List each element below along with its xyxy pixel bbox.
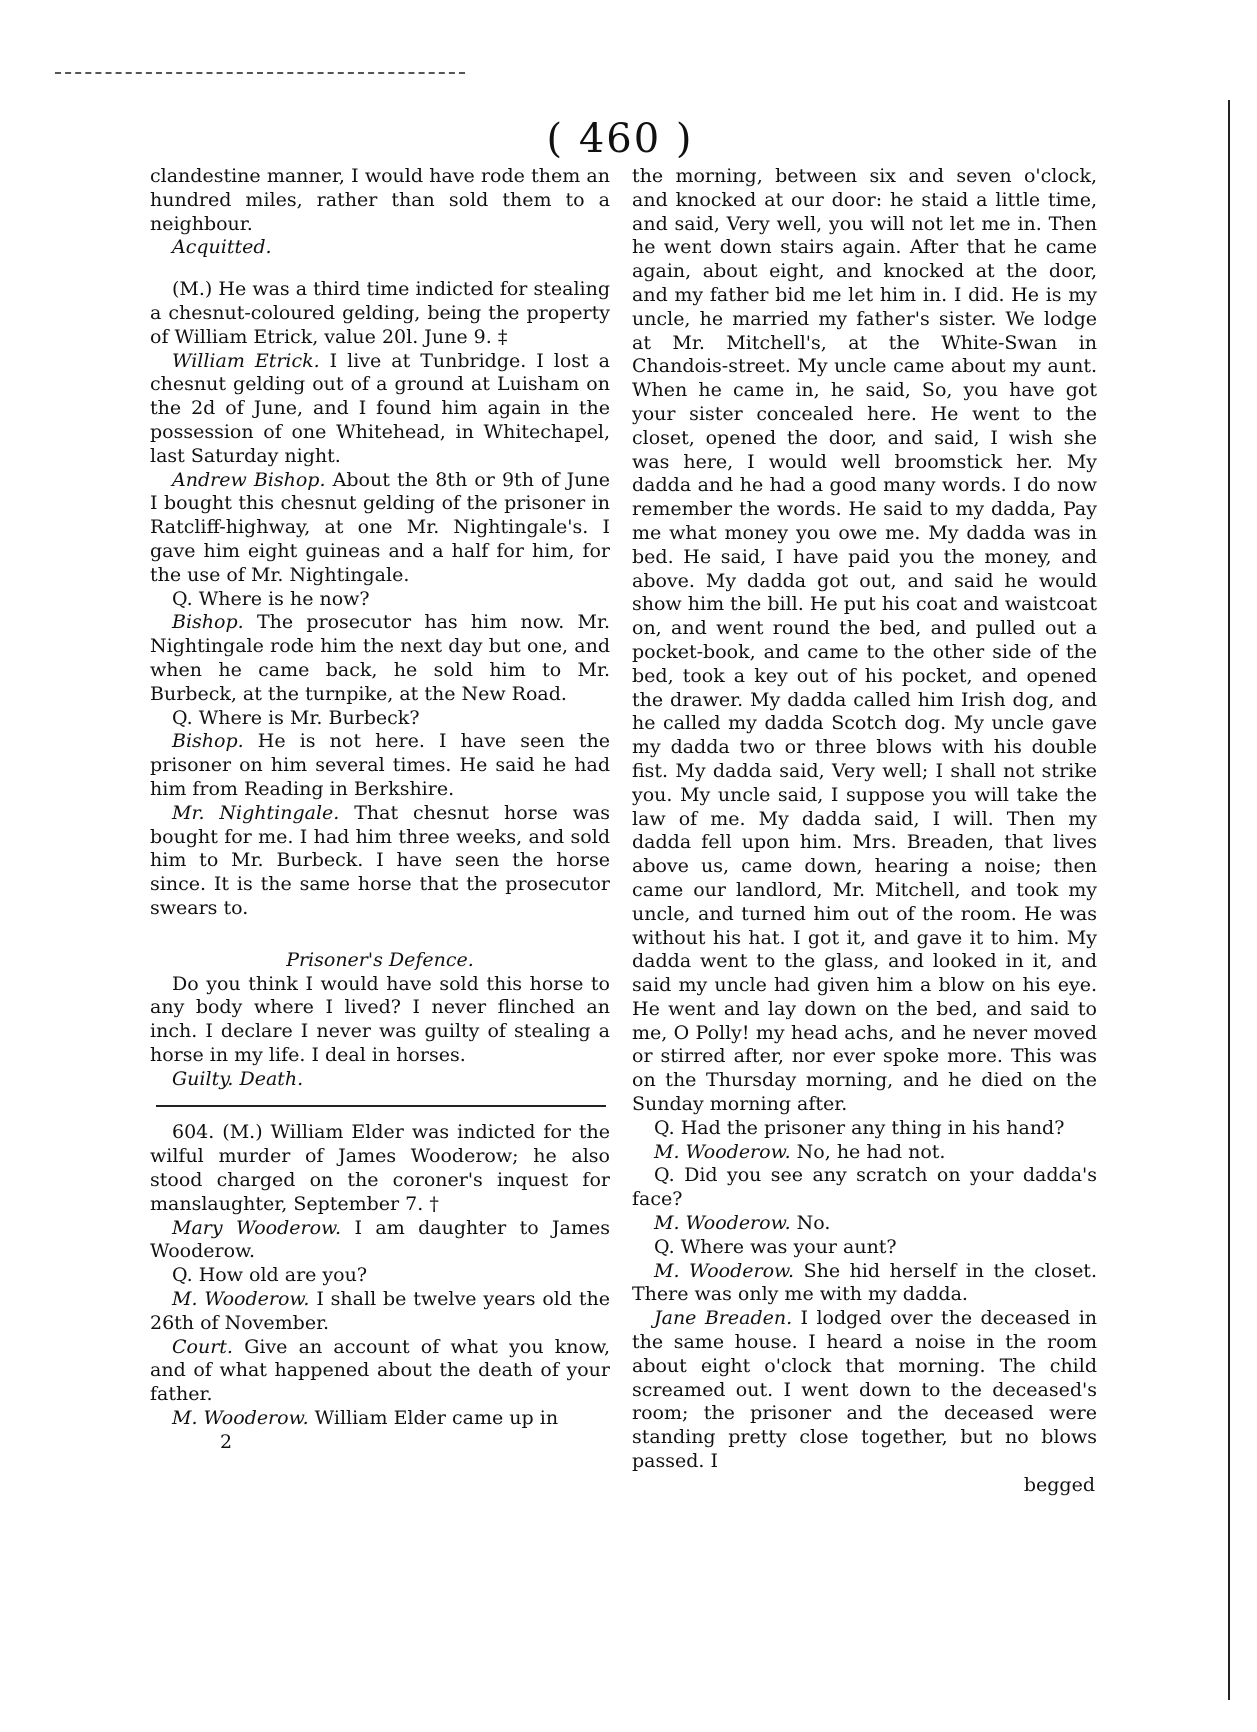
speaker: M. Wooderow. <box>654 1259 795 1282</box>
right-column <box>632 165 1097 1498</box>
left-column <box>150 165 610 1455</box>
top-rule <box>55 72 465 74</box>
speaker: M. Wooderow. <box>654 1140 791 1163</box>
indictment: 604. (M.) William Elder was indicted for the wilful murder of James Wooderow; he also stood charged on the coroner's inquest for manslaughter, September 7. † <box>150 1121 610 1215</box>
speaker: Mary Wooderow. <box>172 1216 342 1239</box>
speaker: Jane Breaden. <box>654 1307 793 1330</box>
question: Q. Where is he now? <box>172 587 370 610</box>
speaker: Mr. Nightingale. <box>172 801 340 824</box>
catchword: begged <box>1023 1473 1095 1496</box>
question: Q. Did you see any scratch on your dadda's face? <box>632 1164 1097 1211</box>
question: Q. Where is Mr. Burbeck? <box>172 706 420 729</box>
defence-text: Do you think I would have sold this horse to any body where I lived? I never flinched an inch. I declare I never was guilty of stealing a horse in my life. I deal in horses. <box>150 972 610 1066</box>
testimony: Jane Breaden. I lodged over the deceased in the same house. I heard a noise in the room about eight o'clock that morning. The child screamed out. I went down to the deceased's room; the prisoner and the deceased were standing pretty close together, but no blows passed. I <box>632 1307 1098 1473</box>
testimony: Bishop. The prosecutor has him now. Mr. Nightingale rode him the next day but one, and when he came back, he sold him to Mr. Burbeck, at the turnpike, at the New Road. <box>150 611 610 705</box>
section-heading: Prisoner's Defence. <box>286 948 474 971</box>
question: Q. Had the prisoner any thing in his hand? <box>654 1116 1065 1139</box>
testimony: Court. Give an account of what you know, and of what happened about the death of your father. <box>150 1335 610 1406</box>
section-divider <box>156 1105 606 1107</box>
page-number: ( 460 ) <box>546 116 694 162</box>
speaker: Court. <box>172 1335 233 1358</box>
testimony: William Etrick. I live at Tunbridge. I lost a chesnut gelding out of a ground at Luisham on the 2d of June, and I found him again in the possession of one Whitehead, in Whitechapel, last Saturday night. <box>150 349 610 467</box>
testimony: M. Wooderow. No, he had not. <box>654 1140 946 1163</box>
speaker: M. Wooderow. <box>172 1288 310 1311</box>
speaker: M. Wooderow. <box>172 1407 309 1430</box>
testimony-continued: the morning, between six and seven o'clock, and knocked at our door: he staid a little time, and said, Very well, you will not let me in. Then he went down stairs again. After that he came again, about eight, and knocked at the door, and my father bid me let him in. I did. He is my uncle, he married my father's sister. We lodge at Mr. Mitchell's, at the White-Swan in Chandois-street. My uncle came about my aunt. When he came in, he said, So, you have got your sister concealed here. He went to the closet, opened the door, and said, I wish she was here, I would well broomstick her. My dadda and he had a good many words. I do now remember the words. He said to my dadda, Pay me what money you owe me. My dadda was in bed. He said, I have paid you the money, and above. My dadda got out, and said he would show him the bill. He put his coat and waistcoat on, and went round the bed, and pulled out a pocket-book, and came to the other side of the bed, took a key out of his pocket, and opened the drawer. My dadda called him Irish dog, and he called my dadda Scotch dog. My uncle gave my dadda two or three blows with his double fist. My dadda said, Very well; I shall not strike you. My uncle said, I suppose you will take the law of me. My dadda said, I will. Then my dadda fell upon him. Mrs. Breaden, that lives above us, came down, hearing a noise; then came our landlord, Mr. Mitchell, and took my uncle, and turned him out of the room. He was without his hat. I got it, and gave it to him. My dadda went to the glass, and looked in it, and said my uncle had given him a blow on his eye. He went and lay down on the bed, and said to me, O Polly! my head achs, and he never moved or stirred after, nor ever spoke more. This was on the Thursday morning, and he died on the Sunday morning after. <box>632 165 1097 1116</box>
paragraph: clandestine manner, I would have rode them an hundred miles, rather than sold them to a neighbour. <box>150 165 610 235</box>
testimony: Andrew Bishop. About the 8th or 9th of June I bought this chesnut gelding of the prisoner in Ratcliff-highway, at one Mr. Nightingale's. I gave him eight guineas and a half for him, for the use of Mr. Nightingale. <box>150 468 610 586</box>
question: Q. Where was your aunt? <box>654 1235 897 1258</box>
testimony: M. Wooderow. No. <box>654 1212 831 1235</box>
page-edge-line <box>1228 100 1234 1700</box>
testimony: M. Wooderow. William Elder came up in <box>172 1407 559 1430</box>
speaker: William Etrick. <box>172 349 320 372</box>
testimony: Mr. Nightingale. That chesnut horse was bought for me. I had him three weeks, and sold him to Mr. Burbeck. I have seen the horse since. It is the same horse that the prosecutor swears to. <box>150 801 610 919</box>
verdict: Guilty. Death. <box>172 1067 304 1090</box>
speaker: Bishop. <box>172 730 244 753</box>
verdict: Acquitted. <box>172 236 272 259</box>
question: Q. How old are you? <box>172 1264 368 1287</box>
testimony: M. Wooderow. She hid herself in the closet. There was only me with my dadda. <box>632 1259 1097 1306</box>
speaker: M. Wooderow. <box>654 1212 791 1235</box>
testimony: M. Wooderow. I shall be twelve years old the 26th of November. <box>150 1288 610 1334</box>
speaker: Bishop. <box>172 611 244 634</box>
signature-mark: 2 <box>220 1430 233 1453</box>
indictment: (M.) He was a third time indicted for stealing a chesnut-coloured gelding, being the property of William Etrick, value 20l. June 9. ‡ <box>150 278 610 348</box>
testimony: Mary Wooderow. I am daughter to James Wooderow. <box>150 1216 611 1263</box>
speaker: Andrew Bishop. <box>172 468 326 491</box>
testimony: Bishop. He is not here. I have seen the prisoner on him several times. He said he had him from Reading in Berkshire. <box>150 730 610 800</box>
